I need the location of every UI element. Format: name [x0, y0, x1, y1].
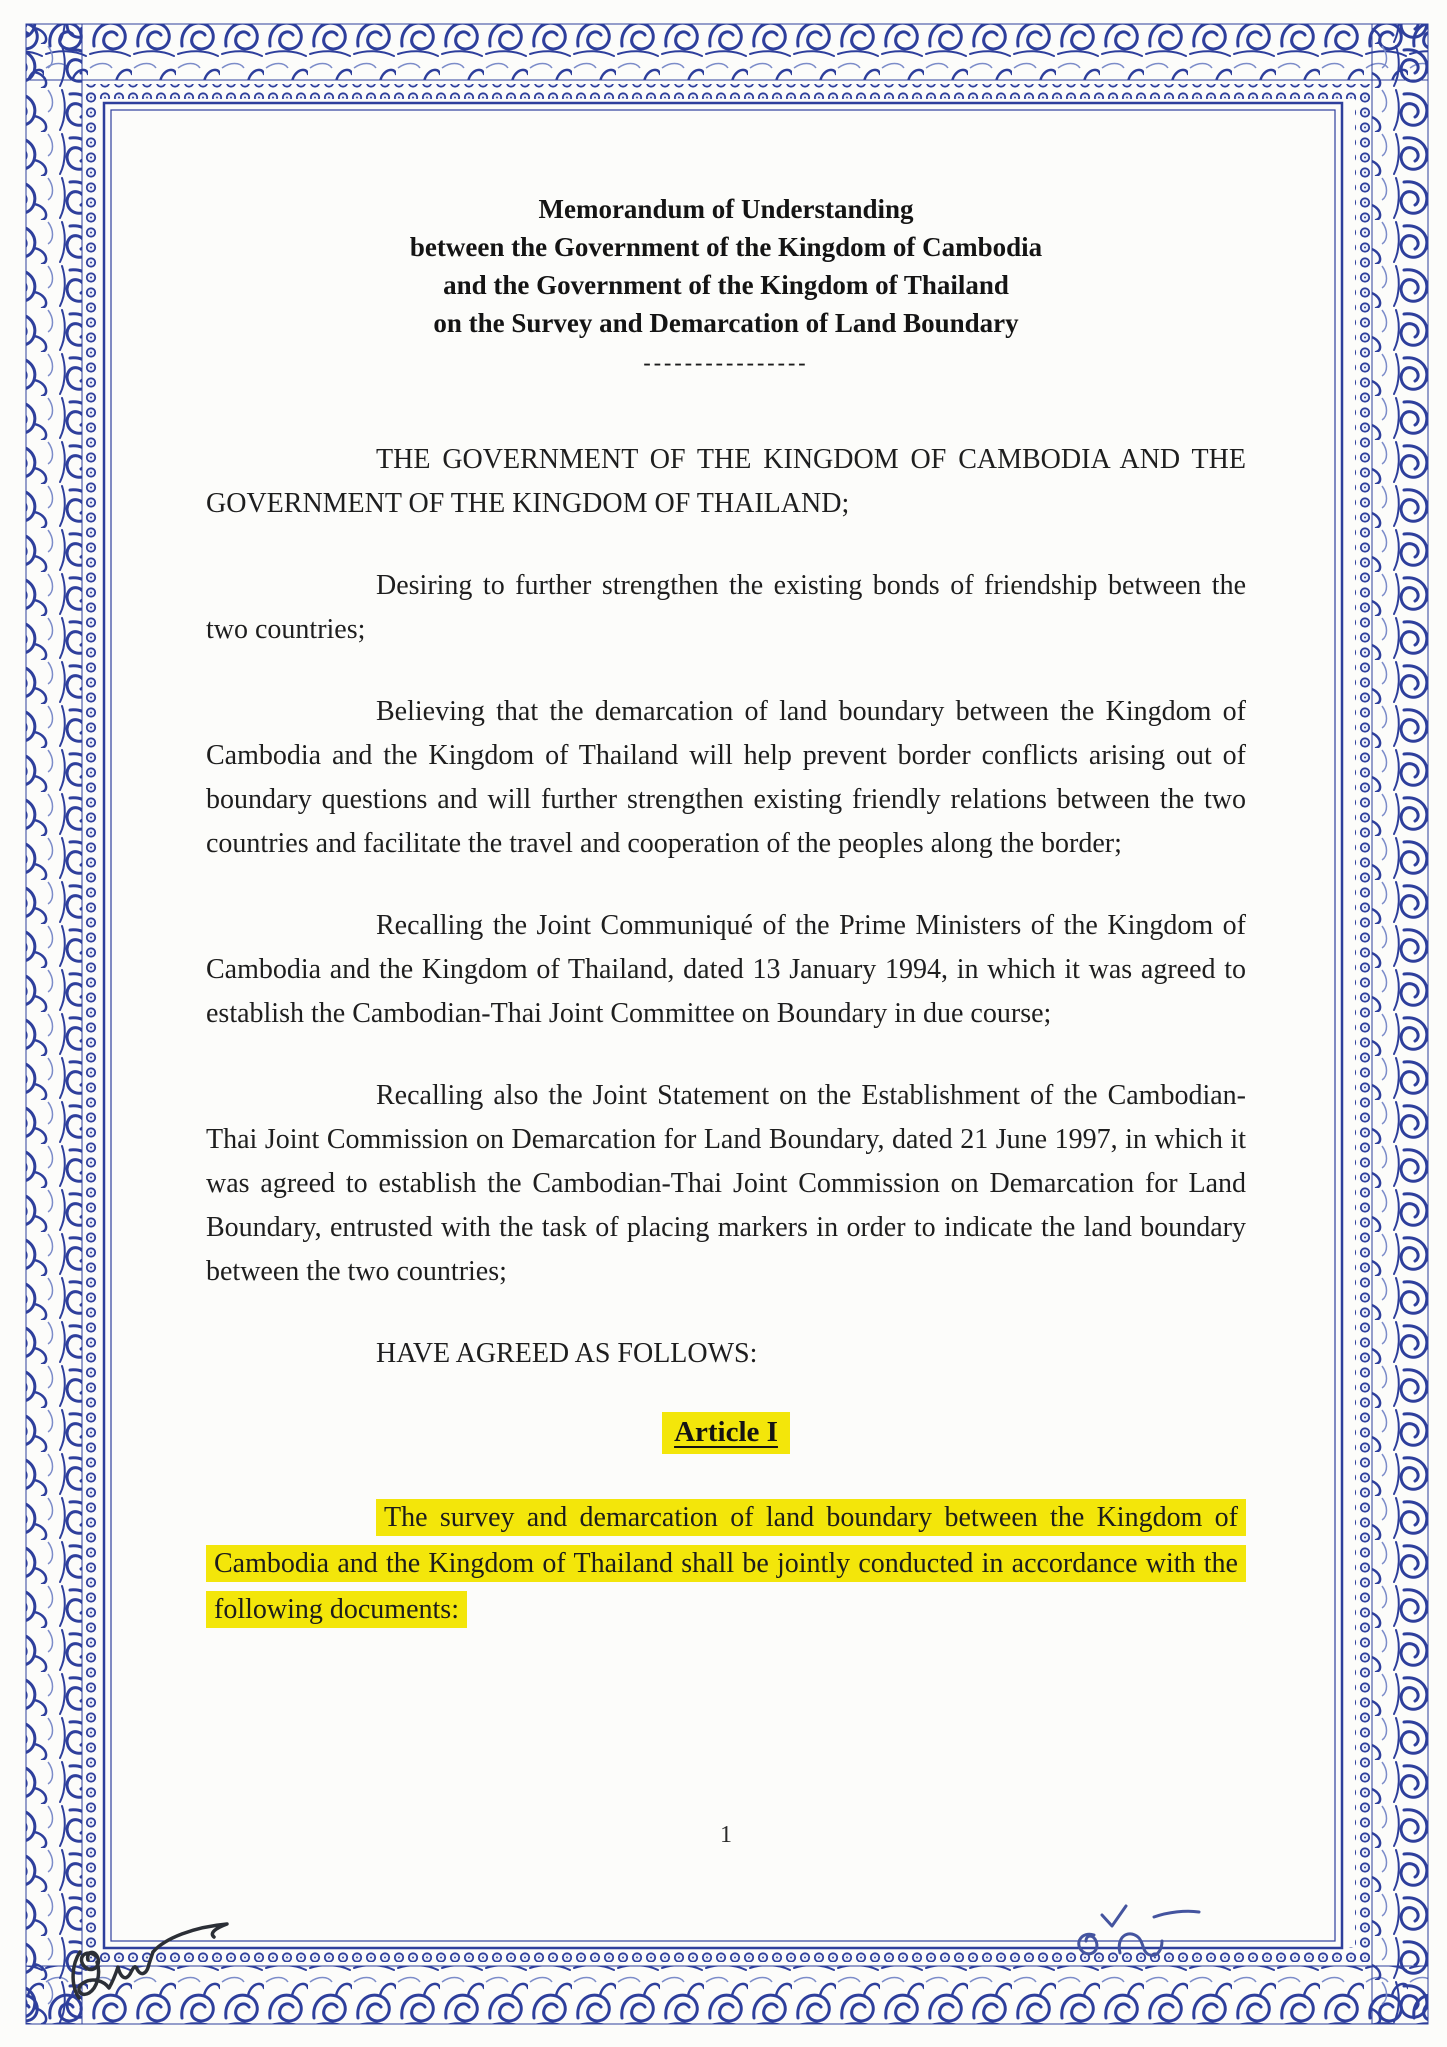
article-1-paragraph — [206, 1495, 1246, 1633]
title-line-1: Memorandum of Understanding — [538, 194, 914, 224]
title-line-2: between the Government of the Kingdom of Cambodia — [409, 232, 1043, 262]
document-content — [206, 190, 1246, 1633]
paragraph-recalling-joint-statement: Recalling also the Joint Statement on the Establishment of the Cambodian-Thai Joint Commission on Demarcation for Land Boundary, dated 21 June 1997, in which it was agreed to establish the Cambodian-Thai Joint Commission on Demarcation for Land Boundary, entrusted with the task of placing markers in order to indicate the land boundary between the two countries; — [206, 1080, 1246, 1287]
article-1-heading-text: Article I — [662, 1412, 790, 1454]
paragraph-parties: THE GOVERNMENT OF THE KINGDOM OF CAMBODIA AND THE GOVERNMENT OF THE KINGDOM OF THAILAND; — [206, 444, 1246, 519]
paragraph-recalling-communique: Recalling the Joint Communiqué of the Prime Ministers of the Kingdom of Cambodia and the Kingdom of Thailand, dated 13 January 1994, in which it was agreed to establish the Cambodian-Thai Joint Committee on Boundary in due course; — [206, 910, 1246, 1029]
page-number: 1 — [720, 1822, 732, 1848]
have-agreed-line: HAVE AGREED AS FOLLOWS: — [376, 1338, 758, 1369]
title-line-4: on the Survey and Demarcation of Land Boundary — [433, 308, 1019, 338]
handwritten-signature-left — [66, 1912, 256, 2012]
paragraph-desiring: Desiring to further strengthen the existing bonds of friendship between the two countries; — [206, 570, 1246, 645]
highlighted-text: The survey and demarcation of land boundary between the Kingdom of Cambodia and the Kingdom of Thailand shall be jointly conducted in accordance with the following documents: — [206, 1499, 1246, 1628]
handwritten-signature-right — [1050, 1893, 1215, 1983]
paragraph-believing: Believing that the demarcation of land boundary between the Kingdom of Cambodia and the Kingdom of Thailand will help prevent border conflicts arising out of boundary questions and will further strengthen existing friendly relations between the two countries and facilitate the travel and cooperation of the peoples along the border; — [206, 696, 1246, 859]
article-1-heading — [206, 1416, 1246, 1449]
document-title — [206, 190, 1246, 342]
title-line-3: and the Government of the Kingdom of Thailand — [443, 270, 1009, 300]
title-separator: ---------------- — [643, 350, 809, 375]
